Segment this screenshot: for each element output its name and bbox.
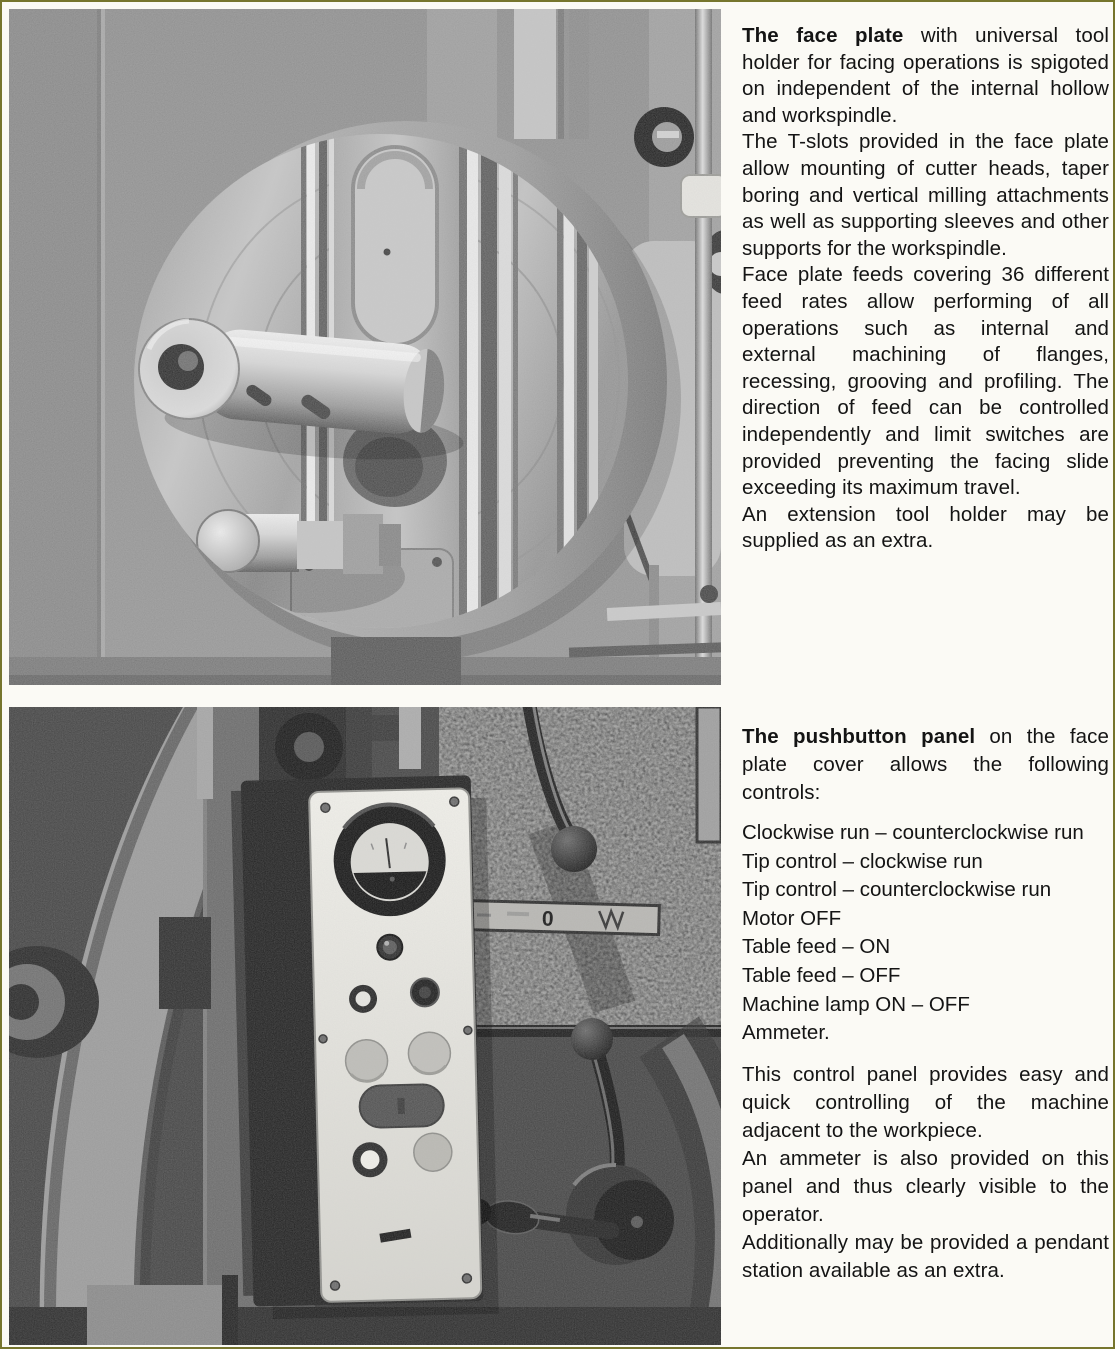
- photo-grain: [9, 9, 721, 685]
- pushbutton-paragraph-4: Additionally may be provided a pendant station available as an extra.: [742, 1230, 1109, 1282]
- control-item: Tip control – counterclockwise run: [742, 878, 1052, 902]
- face-plate-lead: The face plate: [742, 24, 904, 47]
- face-plate-photo: [9, 9, 721, 685]
- pushbutton-text-block: [742, 723, 1109, 1285]
- photo-grain-2: [9, 707, 721, 1345]
- pushbutton-paragraph-1: [742, 723, 1109, 807]
- scale-zero-label: 0: [541, 907, 554, 931]
- control-item: Tip control – clockwise run: [742, 849, 983, 873]
- pushbutton-lead: The pushbutton panel: [742, 725, 976, 748]
- pushbutton-panel-photo: [9, 707, 721, 1345]
- face-plate-lead-rest: with universal tool holder for facing operations is spigoted on independent of the internal hollow and workspindle.: [742, 24, 1109, 127]
- control-item: Machine lamp ON – OFF: [742, 992, 970, 1016]
- face-plate-paragraph-4: An extension tool holder may be supplied as an extra.: [742, 502, 1109, 553]
- control-item: Table feed – ON: [742, 935, 891, 959]
- controls-list: [742, 819, 1109, 1048]
- control-item: Motor OFF: [742, 906, 842, 930]
- face-plate-paragraph-3: Face plate feeds covering 36 different feed rates allow performing of all operations such as internal and external machining of flanges, recessing, grooving and profiling. The direction of feed can be controlled independently and limit switches are provided preventing the facing slide exceeding its maximum travel.: [742, 263, 1109, 500]
- face-plate-paragraph-2: The T-slots provided in the face plate allow mounting of cutter heads, taper boring and vertical milling attachments as well as supporting sleeves and other supports for the workspindle.: [742, 130, 1109, 260]
- control-item: Clockwise run – counterclockwise run: [742, 821, 1084, 844]
- pushbutton-paragraph-2: This control panel provides easy and quick controlling of the machine adjacent to the workpiece.: [742, 1062, 1109, 1142]
- face-plate-paragraph-1: [742, 23, 1109, 129]
- control-item: Table feed – OFF: [742, 963, 901, 987]
- pushbutton-paragraph-3: An ammeter is also provided on this panel and thus clearly visible to the operator.: [742, 1146, 1109, 1226]
- control-item: Ammeter.: [742, 1021, 830, 1045]
- face-plate-text-block: [742, 23, 1109, 555]
- pushbutton-lead-rest: on the face plate cover allows the following controls:: [742, 725, 1109, 804]
